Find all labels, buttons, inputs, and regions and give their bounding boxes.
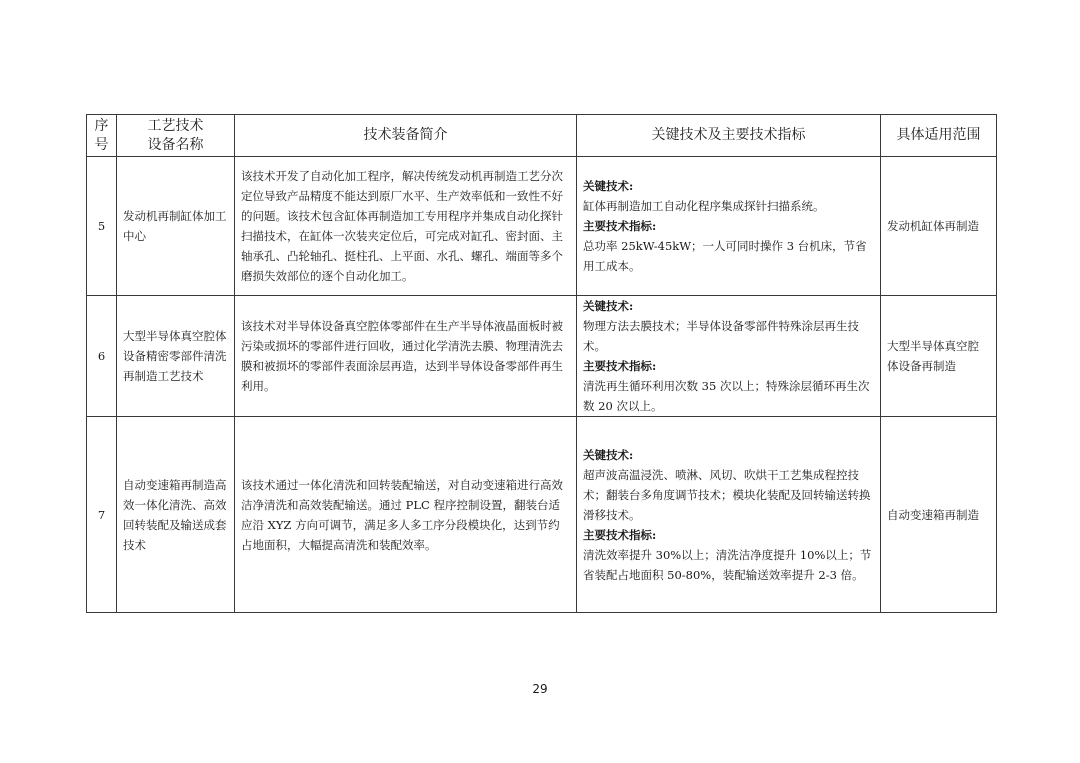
row-intro: 该技术开发了自动化加工程序，解决传统发动机再制造工艺分次定位导致产品精度不能达到原厂水平、生产效率低和一致性不好的问题。该技术包含缸体再制造加工专用程序并集成自动化探针扫描技术，在缸体一次装夹定位后，可完成对缸孔、密封面、主轴承孔、凸轮轴孔、挺柱孔、上平面、水孔、螺孔、端面等多个磨损失效部位的逐个自动化加工。 bbox=[235, 157, 577, 296]
index-label: 主要技术指标: bbox=[583, 527, 657, 542]
index-label: 主要技术指标: bbox=[583, 359, 657, 373]
row-key-tech bbox=[577, 157, 881, 296]
key-tech-text: 缸体再制造加工自动化程序集成探针扫描系统。 bbox=[583, 199, 825, 213]
row-name: 自动变速箱再制造高效一体化清洗、高效回转装配及输送成套技术 bbox=[117, 417, 235, 613]
row-seq: 7 bbox=[87, 417, 117, 613]
row-key-tech bbox=[577, 417, 881, 613]
row-scope: 大型半导体真空腔体设备再制造 bbox=[881, 296, 997, 417]
header-key: 关键技术及主要技术指标 bbox=[577, 115, 881, 157]
row-intro: 该技术对半导体设备真空腔体零部件在生产半导体液晶面板时被污染或损坏的零部件进行回收，通过化学清洗去膜、物理清洗去膜和被损坏的零部件表面涂层再造，达到半导体设备零部件再生利用。 bbox=[235, 296, 577, 417]
table-row bbox=[87, 417, 997, 613]
page-number: 29 bbox=[532, 682, 548, 696]
table-header-row bbox=[87, 115, 997, 157]
header-seq: 序号 bbox=[87, 115, 117, 157]
row-scope: 发动机缸体再制造 bbox=[881, 157, 997, 296]
row-intro: 该技术通过一体化清洗和回转装配输送，对自动变速箱进行高效洁净清洗和高效装配输送。通过 PLC 程序控制设置，翻装台适应沿 XYZ 方向可调节，满足多人多工序分段模块化，达到节约占地面积，大幅提高清洗和装配效率。 bbox=[235, 417, 577, 613]
header-intro: 技术装备简介 bbox=[235, 115, 577, 157]
table-row bbox=[87, 157, 997, 296]
key-tech-text: 物理方法去膜技术；半导体设备零部件特殊涂层再生技术。 bbox=[583, 319, 859, 353]
row-key-tech bbox=[577, 296, 881, 417]
row-name: 发动机再制缸体加工中心 bbox=[117, 157, 235, 296]
table-row bbox=[87, 296, 997, 417]
index-label: 主要技术指标: bbox=[583, 219, 657, 233]
row-name: 大型半导体真空腔体设备精密零部件清洗再制造工艺技术 bbox=[117, 296, 235, 417]
header-scope: 具体适用范围 bbox=[881, 115, 997, 157]
row-seq: 6 bbox=[87, 296, 117, 417]
key-tech-label: 关键技术: bbox=[583, 299, 634, 313]
key-tech-text: 超声波高温浸洗、喷淋、风切、吹烘干工艺集成程控技术；翻装台多角度调节技术；模块化装配及回转输送转换滑移技术。 bbox=[583, 467, 871, 522]
index-text: 清洗再生循环利用次数 35 次以上；特殊涂层循环再生次数 20 次以上。 bbox=[583, 379, 870, 413]
technology-table bbox=[86, 114, 997, 613]
key-tech-label: 关键技术: bbox=[583, 447, 634, 462]
row-seq: 5 bbox=[87, 157, 117, 296]
key-tech-label: 关键技术: bbox=[583, 179, 634, 193]
row-scope: 自动变速箱再制造 bbox=[881, 417, 997, 613]
index-text: 总功率 25kW-45kW；一人可同时操作 3 台机床，节省用工成本。 bbox=[583, 239, 867, 273]
index-text: 清洗效率提升 30%以上；清洗洁净度提升 10%以上；节省装配占地面积 50-80%，装配输送效率提升 2-3 倍。 bbox=[583, 547, 872, 582]
header-name: 工艺技术设备名称 bbox=[117, 115, 235, 157]
